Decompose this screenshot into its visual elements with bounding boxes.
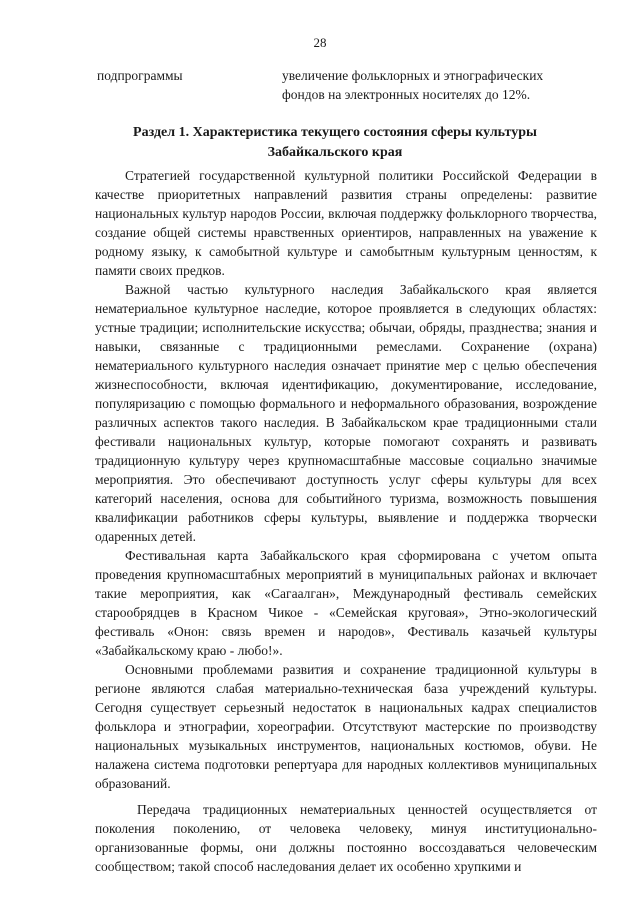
section-title-line-2: Забайкальского края — [267, 145, 403, 160]
section-body — [95, 166, 597, 876]
page-number: 28 — [313, 35, 327, 50]
paragraph-intangible-heritage: Важной частью культурного наследия Забайкальского края является нематериальное культурное наследие, которое проявляется в следующих областях: устные традиции; исполнительские искусства; обычаи, обряды, празднества; знания и навыки, связанные с традиционными ремеслами. Сохранение (охрана) нематериального культурного наследия означает принятие мер с целью обеспечения жизнеспособности, включая идентификацию, документирование, исследование, популяризацию с помощью формального и неформального образования, возрождение различных аспектов такого наследия. В Забайкальском крае традиционными стали фестивали национальных культур, которые помогают сохранять и развивать традиционную культуру через крупномасштабные массовые социально значимые мероприятия. Это обеспечивают доступность услуг сферы культуры для всех категорий населения, основа для событийного туризма, возможность повышения квалификации работников сферы культуры, выявление и поддержка творчески одаренных детей. — [95, 282, 597, 544]
program-row-label: подпрограммы — [97, 68, 183, 83]
paragraph-transmission: Передача традиционных нематериальных ценностей осуществляется от поколения поколению, от человека человеку, минуя институционально-организованные формы, они должны постоянно воссоздаваться человеческим сообществом; такой способ наследования делает их особенно хрупкими и — [95, 802, 597, 874]
section-title — [60, 123, 610, 163]
section-title-line-1: Раздел 1. Характеристика текущего состояния сферы культуры — [133, 125, 537, 140]
paragraph-problems: Основными проблемами развития и сохранение традиционной культуры в регионе являются слабая материально-техническая база учреждений культуры. Сегодня существует серьезный недостаток в национальных кадрах специалистов фольклора и этнографии, хореографии. Отсутствуют мастерские по производству национальных музыкальных инструментов, национальных костюмов, обуви. Не налажена система подготовки репертуара для народных коллективов муниципальных образований. — [95, 662, 597, 791]
paragraph-festival-map: Фестивальная карта Забайкальского края сформирована с учетом опыта проведения крупномасштабных мероприятий в муниципальных районах и включает такие мероприятия, как «Сагаалган», Международный фестиваль семейских старообрядцев в Красном Чикое - «Семейская круговая», Этно-экологический фестиваль «Онон: связь времен и народов», Фестиваль казачьей культуры «Забайкальскому краю - любо!». — [95, 548, 597, 658]
paragraph-strategy: Стратегией государственной культурной политики Российской Федерации в качестве приоритетных направлений развития страны определены: развитие национальных культур народов России, включая поддержку фольклорного творчества, создание общей системы нравственных ориентиров, направленных на уважение к родному языку, к самобытной культуре и самобытным культурным ценностям, к памяти своих предков. — [95, 168, 597, 278]
program-row-value: увеличение фольклорных и этнографических фондов на электронных носителях до 12%. — [282, 68, 544, 102]
